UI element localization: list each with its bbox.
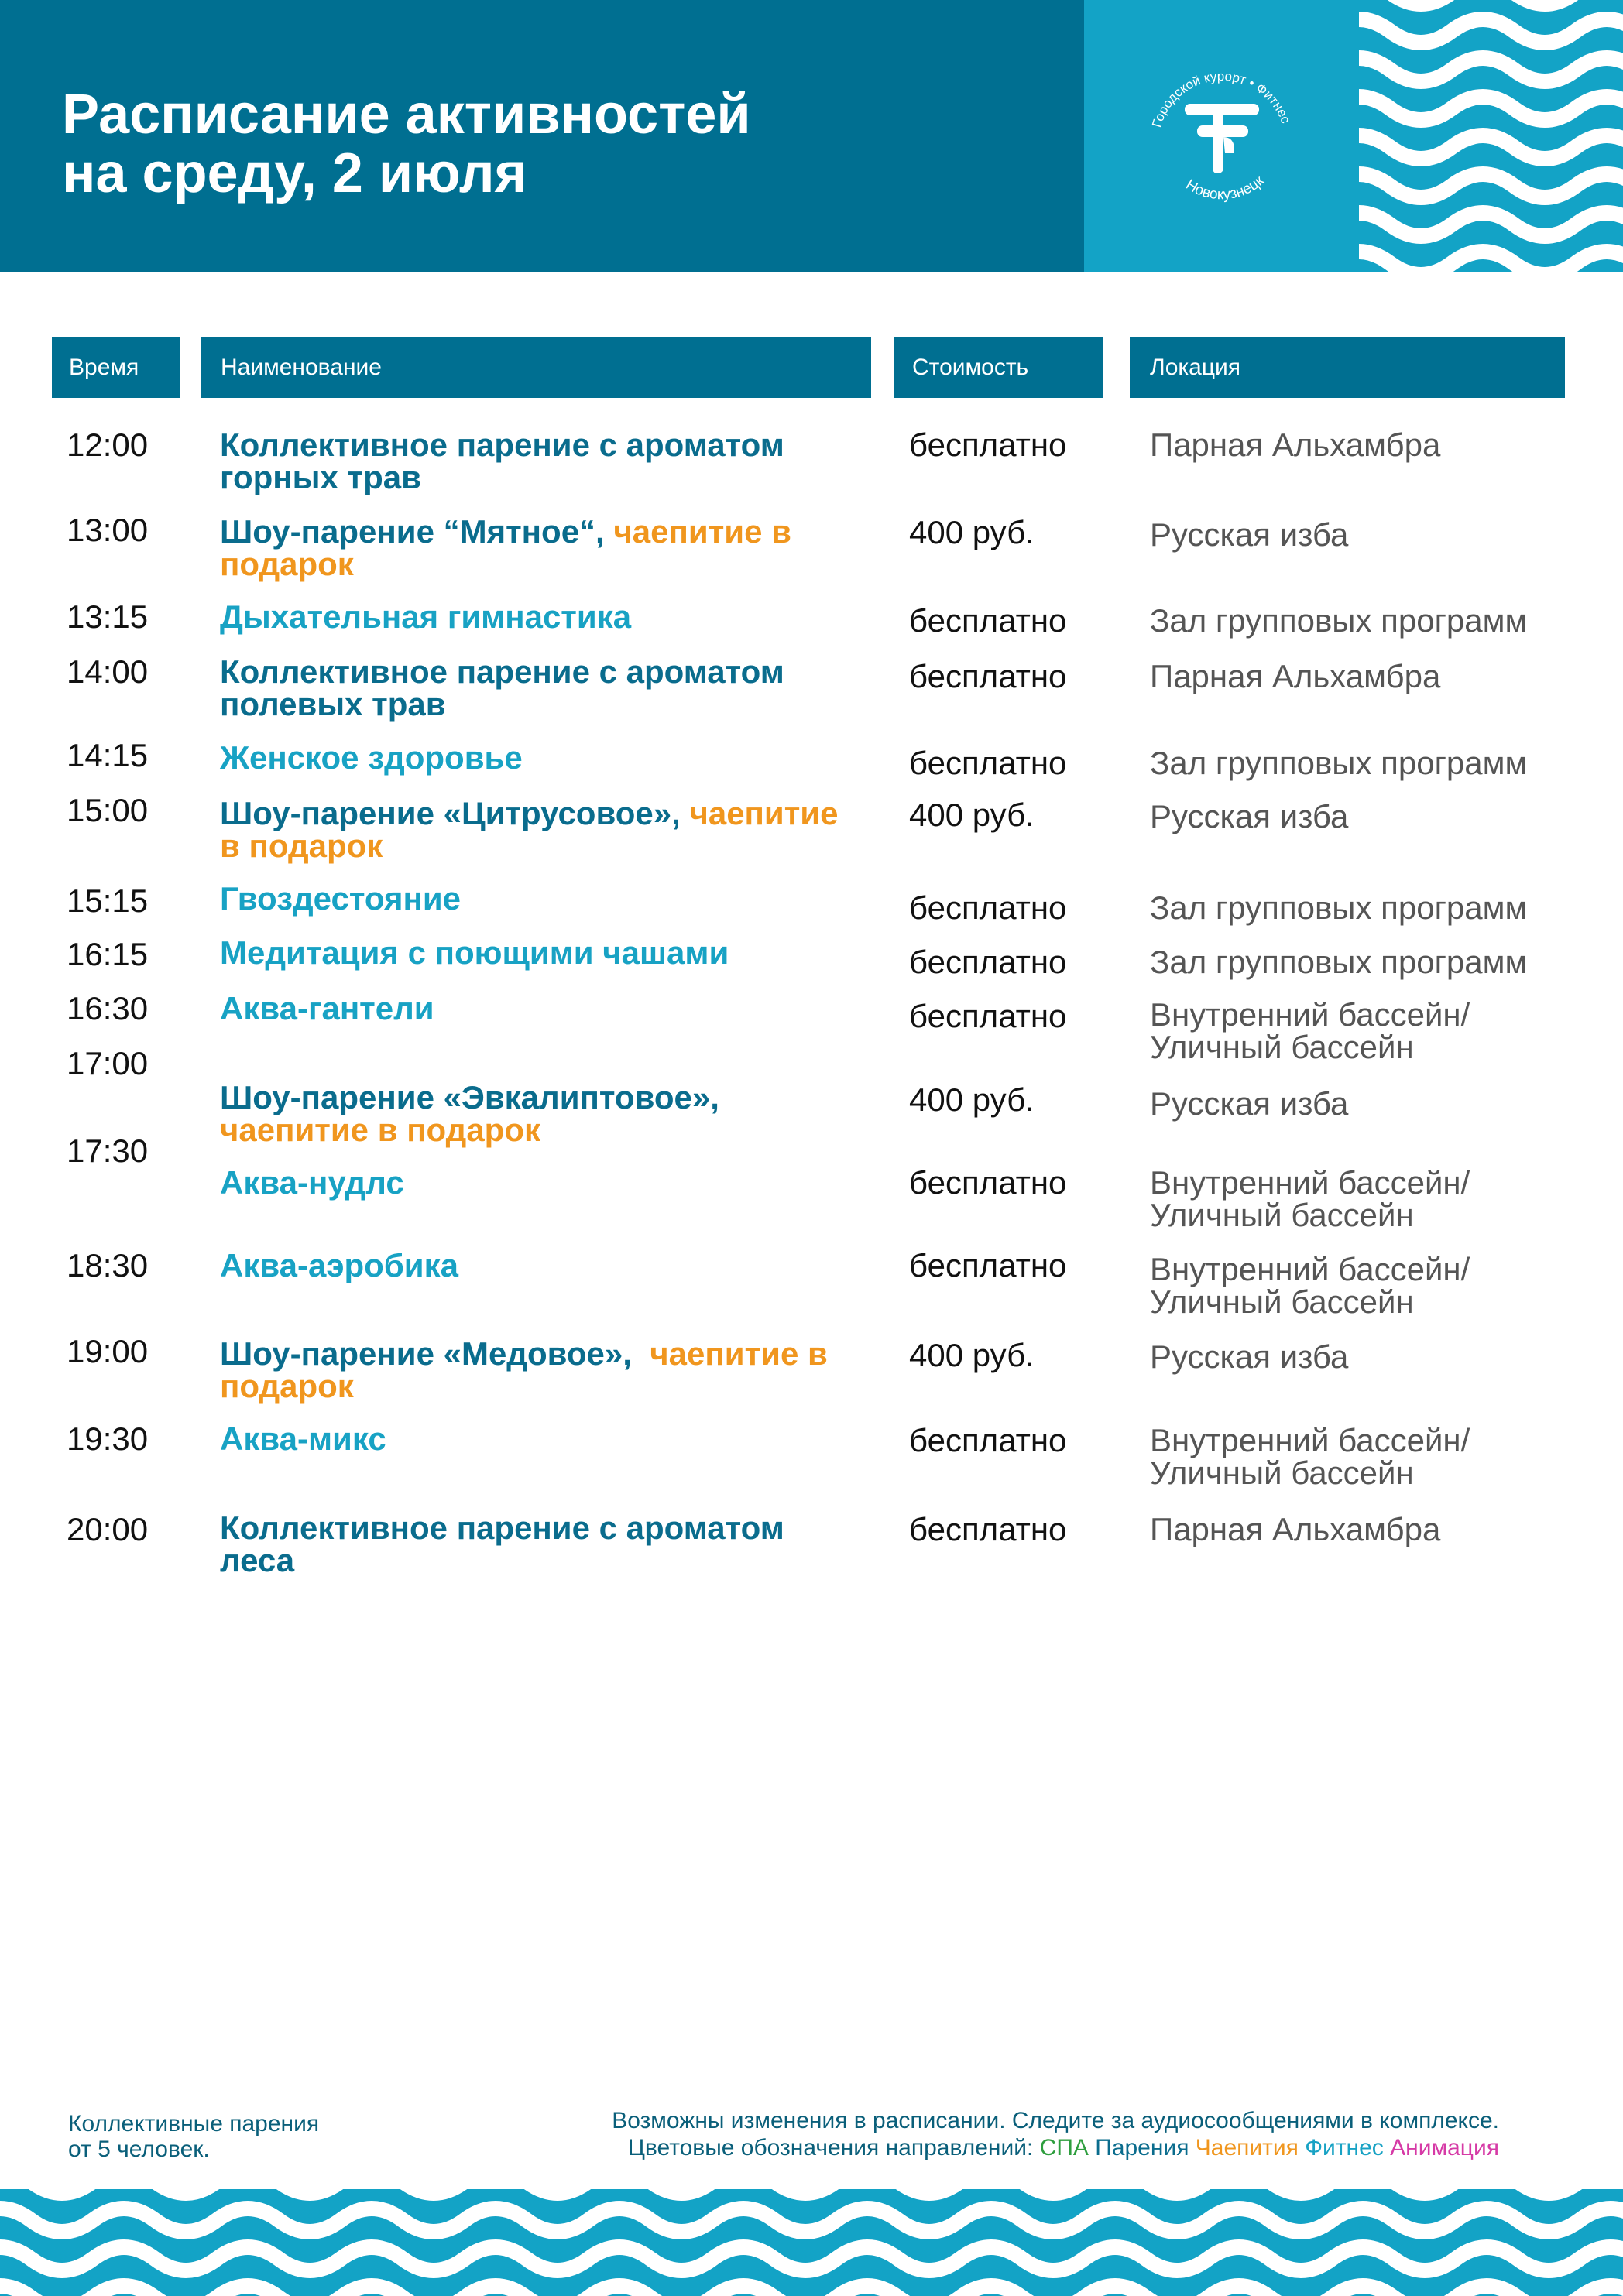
row-time: 18:30 (67, 1247, 149, 1283)
row-price: 400 руб. (909, 514, 1035, 550)
row-price: 400 руб. (909, 1337, 1035, 1373)
activity-title: Шоу-парение “Мятное“, (220, 513, 605, 550)
row-time: 15:15 (67, 882, 149, 919)
activity-tea-note: в подарок (220, 828, 383, 864)
row-price: 400 руб. (909, 1081, 1035, 1118)
row-price: бесплатно (909, 427, 1067, 463)
activity-line: полевых трав (220, 686, 446, 722)
legend-fitness: Фитнес (1305, 2135, 1384, 2161)
location-line: Внутренний бассейн/ (1150, 1251, 1470, 1287)
activity-line: Аква-нудлс (220, 1164, 404, 1201)
activity-line: Коллективное парение с ароматом (220, 1510, 784, 1546)
location-line: Внутренний бассейн/ (1150, 996, 1470, 1033)
location-line: Внутренний бассейн/ (1150, 1164, 1470, 1201)
ft-monogram-icon (1185, 104, 1259, 173)
column-header-name: Наименование (201, 337, 871, 398)
row-location: Русская изба (1150, 798, 1349, 834)
activity-tea-note: подарок (220, 546, 354, 582)
legend-parenie: Парения (1095, 2135, 1189, 2161)
row-time: 15:00 (67, 792, 149, 828)
activity-tea-note: чаепитие (689, 795, 839, 831)
row-location: Зал групповых программ (1150, 889, 1528, 926)
group-steam-note (68, 2111, 455, 2162)
row-location (1150, 1424, 1584, 1489)
row-price: бесплатно (909, 889, 1067, 926)
row-activity (220, 1420, 901, 1457)
legend-animation: Анимация (1390, 2135, 1499, 2161)
row-time: 14:00 (67, 653, 149, 690)
location-line: Уличный бассейн (1150, 1283, 1414, 1320)
row-price: бесплатно (909, 1164, 1067, 1201)
note-line: от 5 человек. (68, 2137, 210, 2162)
logo-city-text: Новокузнецк (1182, 173, 1267, 204)
row-activity (220, 739, 901, 776)
activity-line: Медитация с поющими чашами (220, 934, 729, 971)
row-price: бесплатно (909, 658, 1067, 694)
row-price: 400 руб. (909, 797, 1035, 833)
logo-ring-text: Городской курорт • Фитнес (1148, 68, 1293, 129)
row-activity (220, 513, 901, 582)
activity-line: Гвоздестояние (220, 880, 462, 917)
row-price: бесплатно (909, 745, 1067, 781)
row-location (1150, 1164, 1584, 1233)
row-price: бесплатно (909, 1422, 1067, 1458)
location-line: Уличный бассейн (1150, 1029, 1414, 1065)
activity-line: горных трав (220, 459, 421, 495)
location-line: Уличный бассейн (1150, 1455, 1414, 1491)
activity-tea-note: чаепитие в подарок (220, 1112, 541, 1148)
row-time: 19:30 (67, 1420, 149, 1457)
activity-line: Аква-микс (220, 1420, 386, 1457)
row-location: Парная Альхамбра (1150, 658, 1441, 694)
row-activity (220, 992, 901, 1025)
activity-title: Шоу-парение «Медовое», (220, 1335, 632, 1372)
row-price: бесплатно (909, 1511, 1067, 1547)
note-line: Коллективные парения (68, 2111, 320, 2137)
location-line: Внутренний бассейн/ (1150, 1422, 1470, 1458)
row-price: бесплатно (909, 998, 1067, 1034)
column-header-price: Стоимость (894, 337, 1103, 398)
column-header-location: Локация (1130, 337, 1565, 398)
row-time: 14:15 (67, 737, 149, 773)
activity-title: Шоу-парение «Цитрусовое», (220, 795, 681, 831)
row-location: Зал групповых программ (1150, 602, 1528, 639)
activity-line: Аква-аэробика (220, 1247, 458, 1283)
row-location: Зал групповых программ (1150, 944, 1528, 980)
row-activity (220, 429, 901, 494)
color-legend (496, 2134, 1499, 2161)
activity-tea-note: чаепитие в (613, 513, 791, 550)
row-time: 17:00 (67, 1045, 149, 1081)
row-price: бесплатно (909, 1247, 1067, 1283)
legend-spa: СПА (1039, 2135, 1089, 2161)
row-activity (220, 1164, 901, 1201)
wave-pattern-icon (0, 2189, 1623, 2296)
wave-pattern-icon (1359, 0, 1623, 272)
activity-line: Коллективное парение с ароматом (220, 653, 784, 690)
activity-line: Дыхательная гимнастика (220, 598, 632, 635)
row-location: Русская изба (1150, 516, 1349, 553)
brand-logo (1137, 51, 1307, 221)
row-time: 20:00 (67, 1511, 149, 1547)
activity-tea-note: подарок (220, 1368, 354, 1404)
activity-title: Шоу-парение «Эвкалиптовое», (220, 1079, 719, 1115)
row-price: бесплатно (909, 944, 1067, 980)
row-location (1150, 996, 1584, 1065)
row-activity (220, 934, 901, 971)
row-location: Парная Альхамбра (1150, 427, 1441, 463)
row-time: 19:00 (67, 1333, 149, 1369)
row-time: 13:00 (67, 512, 149, 548)
row-activity (220, 1335, 901, 1404)
row-activity (220, 653, 901, 722)
row-activity (220, 1081, 901, 1146)
column-header-time: Время (52, 337, 180, 398)
wave-pattern-bottom (0, 2189, 1623, 2296)
row-location (1150, 1253, 1584, 1318)
schedule-changes-note: Возможны изменения в расписании. Следите за аудиосообщениями в комплексе. (612, 2108, 1499, 2133)
page-title (62, 85, 1022, 203)
activity-line: леса (220, 1542, 295, 1578)
title-line-2: на среду, 2 июля (62, 142, 527, 204)
activity-tea-note: чаепитие в (650, 1335, 828, 1372)
wave-pattern-top (1359, 0, 1623, 272)
row-time: 13:15 (67, 598, 149, 635)
legend-prefix: Цветовые обозначения направлений: (627, 2135, 1034, 2161)
title-line-1: Расписание активностей (62, 84, 751, 146)
activity-line: Женское здоровье (220, 739, 523, 776)
row-activity (220, 882, 901, 915)
logo-panel (1084, 0, 1359, 272)
row-time: 12:00 (67, 427, 149, 463)
row-price: бесплатно (909, 602, 1067, 639)
row-time: 17:30 (67, 1133, 149, 1169)
legend-chaepitie: Чаепития (1195, 2135, 1299, 2161)
row-time: 16:30 (67, 990, 149, 1026)
row-activity (220, 1512, 901, 1577)
footer-info (496, 2107, 1499, 2161)
row-location: Парная Альхамбра (1150, 1511, 1441, 1547)
row-location: Зал групповых программ (1150, 745, 1528, 781)
activity-line: Коллективное парение с ароматом (220, 427, 784, 463)
row-activity (220, 598, 901, 635)
row-location: Русская изба (1150, 1085, 1349, 1122)
row-activity (220, 797, 901, 862)
row-location: Русская изба (1150, 1338, 1349, 1375)
svg-text:Новокузнецк (1182, 173, 1267, 204)
row-time: 16:15 (67, 936, 149, 972)
location-line: Уличный бассейн (1150, 1197, 1414, 1233)
activity-line: Аква-гантели (220, 990, 434, 1026)
row-activity (220, 1249, 901, 1282)
